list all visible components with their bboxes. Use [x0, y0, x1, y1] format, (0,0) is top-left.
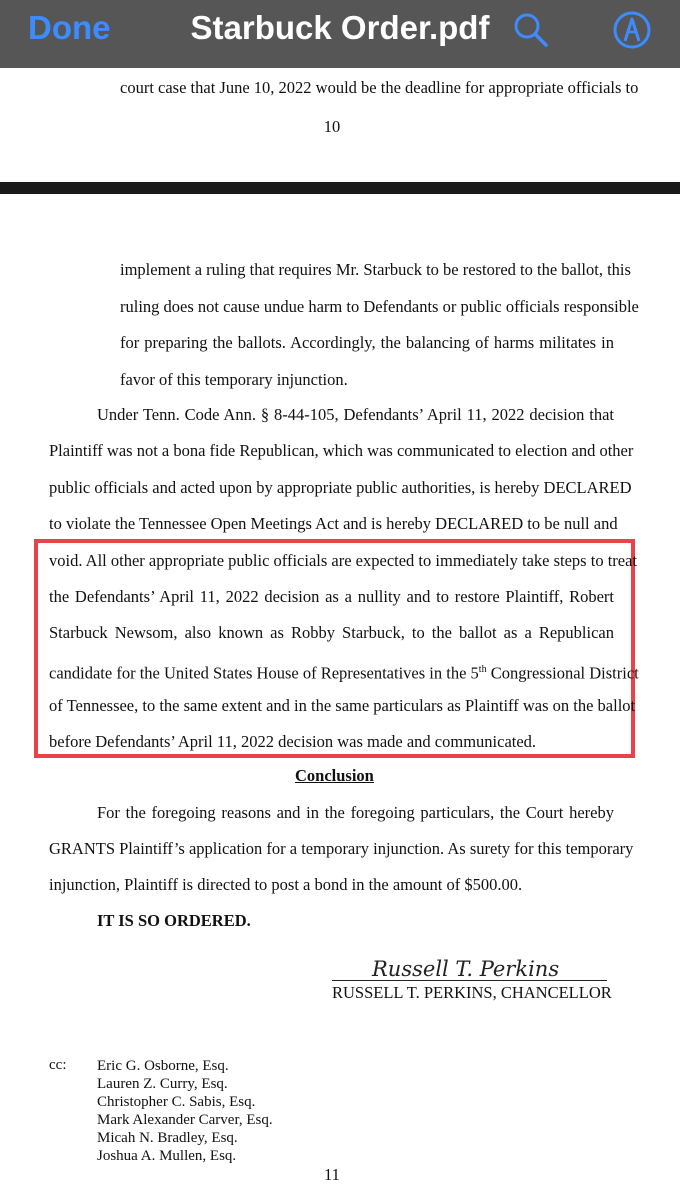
- cc-item: Eric G. Osborne, Esq.: [97, 1058, 229, 1074]
- highlighted-line: of Tennessee, to the same extent and in the same particulars as Plaintiff was on the ballot: [49, 696, 636, 715]
- highlighted-line: void. All other appropriate public officials are expected to immediately take steps to treat: [49, 551, 637, 570]
- page-divider: [0, 182, 680, 194]
- body-line: Plaintiff was not a bona fide Republican, which was communicated to election and other: [49, 441, 634, 460]
- markup-pen-icon[interactable]: [612, 10, 652, 50]
- body-line: to violate the Tennessee Open Meetings Act and is hereby DECLARED to be null and: [49, 514, 618, 533]
- so-ordered: IT IS SO ORDERED.: [97, 911, 251, 930]
- body-line: For the foregoing reasons and in the foregoing particulars, the Court hereby: [97, 803, 614, 822]
- highlighted-line: before Defendants’ April 11, 2022 decision was made and communicated.: [49, 732, 537, 751]
- search-icon[interactable]: [510, 10, 550, 50]
- signature-image: [368, 950, 608, 982]
- signature-script: Russell T. Perkins: [372, 957, 560, 981]
- page-number-10: 10: [323, 117, 341, 136]
- body-line: public officials and acted upon by appropriate public authorities, is hereby DECLARED: [49, 478, 632, 497]
- cc-item: Micah N. Bradley, Esq.: [97, 1130, 238, 1146]
- highlight-box: [34, 539, 639, 758]
- highlighted-line: candidate for the United States House of Representatives in the 5th Congressional District: [49, 663, 639, 683]
- body-line: injunction, Plaintiff is directed to post a bond in the amount of $500.00.: [49, 875, 523, 894]
- body-line: Under Tenn. Code Ann. § 8-44-105, Defendants’ April 11, 2022 decision that: [97, 405, 614, 424]
- highlighted-line: the Defendants’ April 11, 2022 decision as a nullity and to restore Plaintiff, Robert: [49, 587, 614, 606]
- top-toolbar: [0, 0, 680, 68]
- signature-line: [332, 980, 607, 981]
- body-line: ruling does not cause undue harm to Defendants or public officials responsible: [120, 297, 639, 316]
- conclusion-heading: Conclusion: [295, 766, 374, 785]
- cc-item: Lauren Z. Curry, Esq.: [97, 1076, 228, 1092]
- page-number-11: 11: [324, 1165, 340, 1184]
- page-10-last-line: court case that June 10, 2022 would be the deadline for appropriate officials to: [120, 78, 639, 97]
- highlighted-line: Starbuck Newsom, also known as Robby Starbuck, to the ballot as a Republican: [49, 623, 614, 642]
- body-line: implement a ruling that requires Mr. Starbuck to be restored to the ballot, this: [120, 260, 631, 279]
- done-button[interactable]: Done: [28, 9, 111, 46]
- cc-item: Joshua A. Mullen, Esq.: [97, 1148, 237, 1164]
- cc-label: cc:: [49, 1057, 67, 1073]
- document-title: Starbuck Order.pdf: [190, 9, 490, 46]
- body-line: for preparing the ballots. Accordingly, the balancing of harms militates in: [120, 333, 614, 352]
- cc-list: [97, 1057, 273, 1165]
- body-line: favor of this temporary injunction.: [120, 370, 348, 389]
- body-line: GRANTS Plaintiff’s application for a temporary injunction. As surety for this temporary: [49, 839, 634, 858]
- cc-item: Mark Alexander Carver, Esq.: [97, 1112, 273, 1128]
- signature-name: RUSSELL T. PERKINS, CHANCELLOR: [332, 983, 612, 1002]
- cc-item: Christopher C. Sabis, Esq.: [97, 1094, 256, 1110]
